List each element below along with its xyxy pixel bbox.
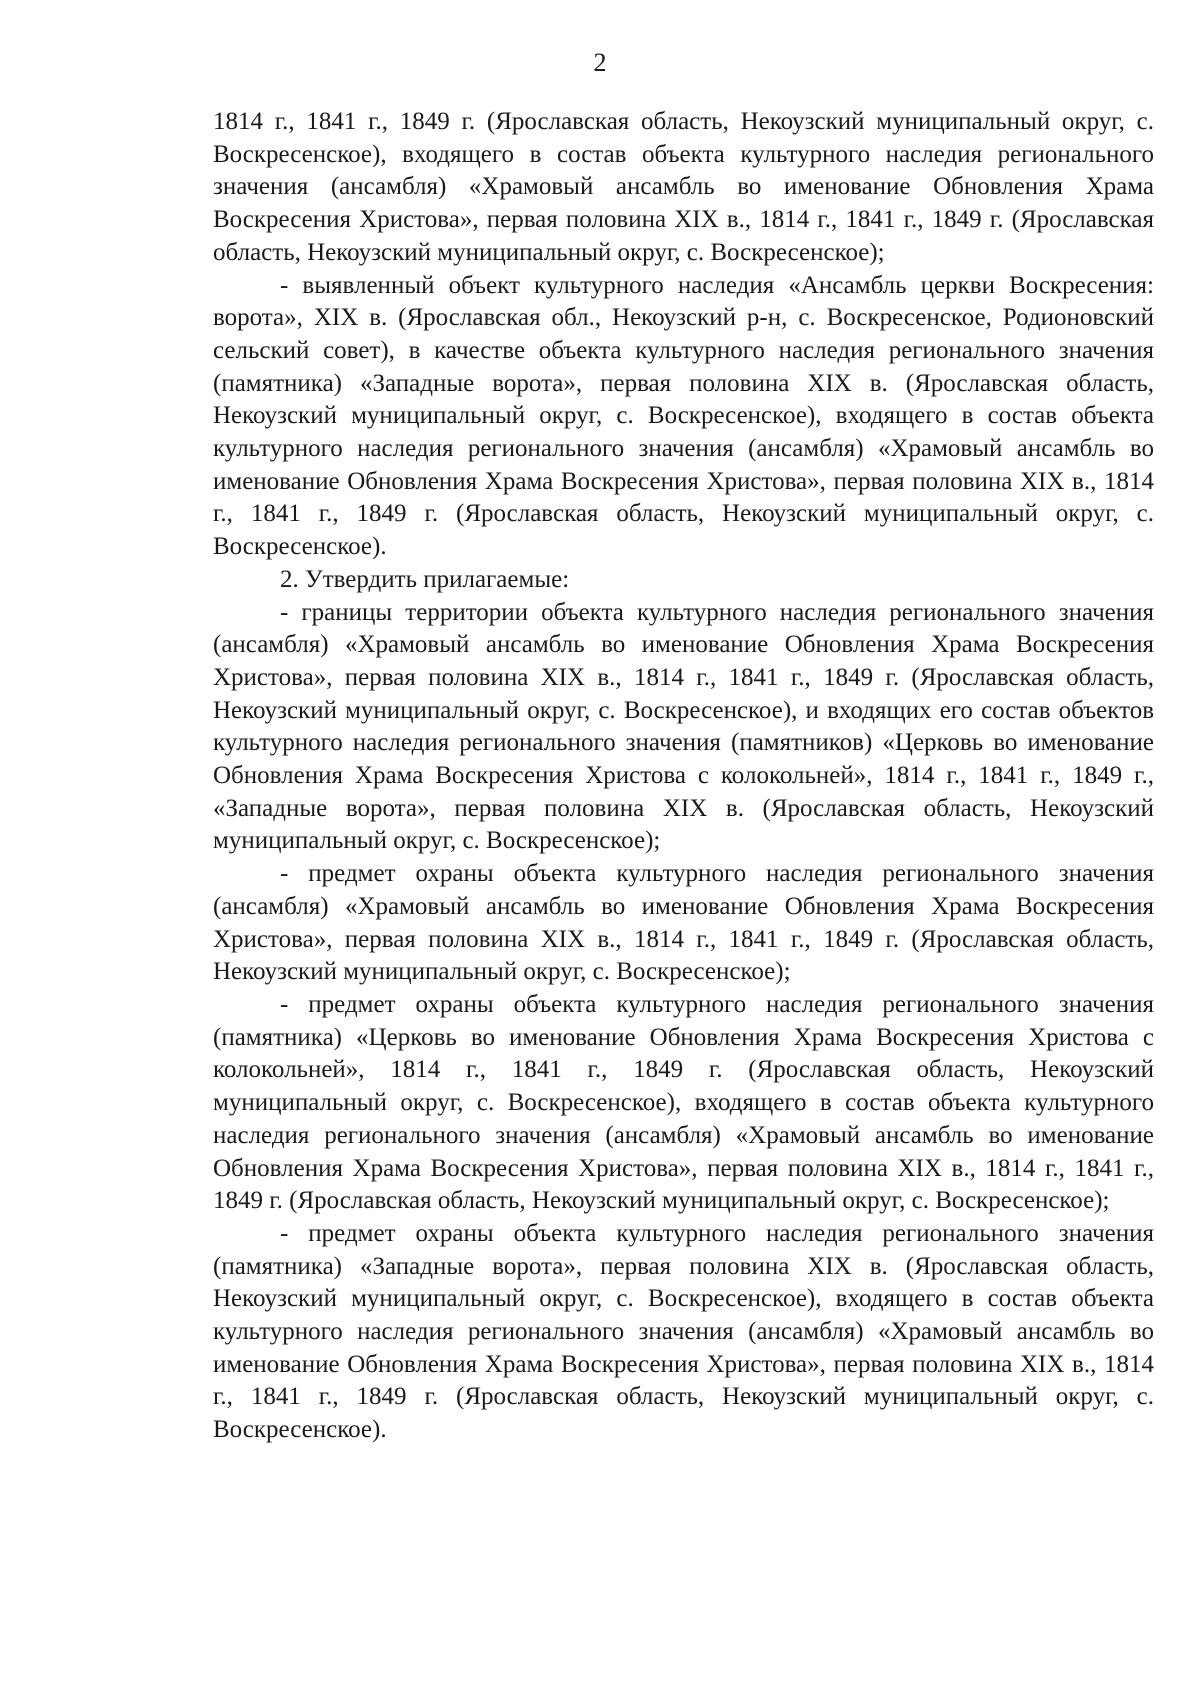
page-number: 2 — [593, 48, 607, 77]
paragraph-protection-church: - предмет охраны объекта культурного наследия регионального значения (памятника) «Церковь во именование Обновления Храма Воскресения Христова с колокольней», 1814 г., 1841 г., 1849 г. (Ярославская область, Некоузский муниципальный округ, с. Воскресенское), входящего в состав объекта культурного наследия регионального значения (ансамбля) «Храмовый ансамбль во именование Обновления Храма Воскресения Христова», первая половина XIX в., 1814 г., 1841 г., 1849 г. (Ярославская область, Некоузский муниципальный округ, с. Воскресенское); — [213, 990, 1154, 1215]
paragraph-protection-ensemble: - предмет охраны объекта культурного наследия регионального значения (ансамбля) «Храмовый ансамбль во именование Обновления Храма Воскресения Христова», первая половина XIX в., 1814 г., 1841 г., 1849 г. (Ярославская область, Некоузский муниципальный округ, с. Воскресенское); — [213, 860, 1154, 986]
document-body — [213, 106, 1154, 1447]
paragraph-protection-gates: - предмет охраны объекта культурного наследия регионального значения (памятника) «Западные ворота», первая половина XIX в. (Ярославская область, Некоузский муниципальный округ, с. Воскресенское), входящего в состав объекта культурного наследия регионального значения (ансамбля) «Храмовый ансамбль во именование Обновления Храма Воскресения Христова», первая половина XIX в., 1814 г., 1841 г., 1849 г. (Ярославская область, Некоузский муниципальный округ, с. Воскресенское). — [213, 1219, 1154, 1444]
paragraph-identified-object: - выявленный объект культурного наследия «Ансамбль церкви Воскресения: ворота», XIX в. (Ярославская обл., Некоузский р-н, с. Воскресенское, Родионовский сельский совет), в качестве объекта культурного наследия регионального значения (памятника) «Западные ворота», первая половина XIX в. (Ярославская область, Некоузский муниципальный округ, с. Воскресенское), входящего в состав объекта культурного наследия регионального значения (ансамбля) «Храмовый ансамбль во именование Обновления Храма Воскресения Христова», первая половина XIX в., 1814 г., 1841 г., 1849 г. (Ярославская область, Некоузский муниципальный округ, с. Воскресенское). — [213, 271, 1154, 561]
paragraph-territory-boundaries: - границы территории объекта культурного наследия регионального значения (ансамбля) «Храмовый ансамбль во именование Обновления Храма Воскресения Христова», первая половина XIX в., 1814 г., 1841 г., 1849 г. (Ярославская область, Некоузский муниципальный округ, с. Воскресенское), и входящих его состав объектов культурного наследия регионального значения (памятников) «Церковь во именование Обновления Храма Воскресения Христова с колокольней», 1814 г., 1841 г., 1849 г., «Западные ворота», первая половина XIX в. (Ярославская область, Некоузский муниципальный округ, с. Воскресенское); — [213, 598, 1154, 855]
paragraph-approve-heading: 2. Утвердить прилагаемые: — [280, 565, 570, 593]
paragraph-continuation: 1814 г., 1841 г., 1849 г. (Ярославская область, Некоузский муниципальный округ, с. Воскресенское), входящего в состав объекта культурного наследия регионального значения (ансамбля) «Храмовый ансамбль во именование Обновления Храма Воскресения Христова», первая половина XIX в., 1814 г., 1841 г., 1849 г. (Ярославская область, Некоузский муниципальный округ, с. Воскресенское); — [213, 108, 1154, 266]
